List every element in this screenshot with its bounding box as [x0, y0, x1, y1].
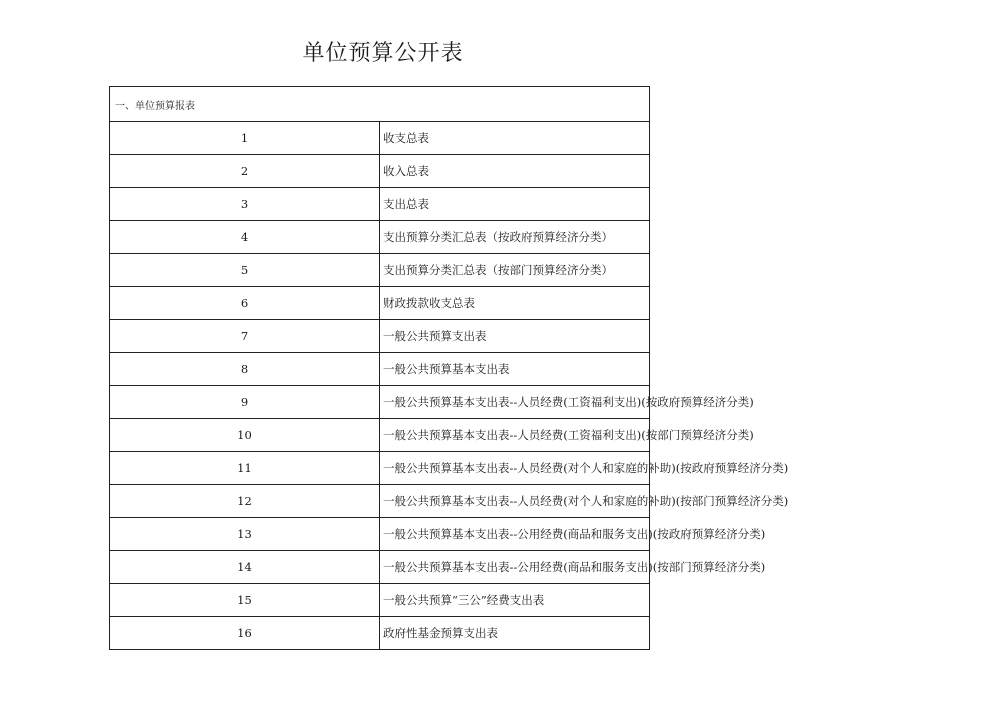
table-row: [110, 320, 650, 353]
table-row: [110, 518, 650, 551]
report-name: 一般公共预算基本支出表--人员经费(对个人和家庭的补助)(按政府预算经济分类): [380, 452, 650, 485]
report-name: 一般公共预算基本支出表: [380, 353, 650, 386]
row-number: 5: [110, 254, 380, 287]
report-name: 支出预算分类汇总表（按部门预算经济分类）: [380, 254, 650, 287]
row-number: 7: [110, 320, 380, 353]
report-name: 支出总表: [380, 188, 650, 221]
section-header-row: [110, 87, 650, 122]
table-row: [110, 485, 650, 518]
table-row: [110, 287, 650, 320]
row-number: 3: [110, 188, 380, 221]
table-row: [110, 452, 650, 485]
page-title: 单位预算公开表: [302, 41, 464, 66]
row-number: 2: [110, 155, 380, 188]
row-number: 1: [110, 122, 380, 155]
budget-report-table: [109, 86, 789, 650]
row-number: 10: [110, 419, 380, 452]
row-number: 16: [110, 617, 380, 650]
report-name: 一般公共预算基本支出表--人员经费(工资福利支出)(按政府预算经济分类): [380, 386, 650, 419]
table-row: [110, 188, 650, 221]
table-row: [110, 386, 650, 419]
row-number: 4: [110, 221, 380, 254]
report-name: 一般公共预算“三公”经费支出表: [380, 584, 650, 617]
report-name: 一般公共预算基本支出表--人员经费(工资福利支出)(按部门预算经济分类): [380, 419, 650, 452]
report-name: 收支总表: [380, 122, 650, 155]
row-number: 14: [110, 551, 380, 584]
row-number: 12: [110, 485, 380, 518]
report-name: 收入总表: [380, 155, 650, 188]
table-row: [110, 551, 650, 584]
report-name: 一般公共预算基本支出表--人员经费(对个人和家庭的补助)(按部门预算经济分类): [380, 485, 650, 518]
table-row: [110, 221, 650, 254]
row-number: 11: [110, 452, 380, 485]
table-row: [110, 584, 650, 617]
report-name: 一般公共预算支出表: [380, 320, 650, 353]
section-header: 一、单位预算报表: [110, 87, 650, 122]
table-row: [110, 617, 650, 650]
report-name: 一般公共预算基本支出表--公用经费(商品和服务支出)(按政府预算经济分类): [380, 518, 650, 551]
table-row: [110, 254, 650, 287]
report-name: 一般公共预算基本支出表--公用经费(商品和服务支出)(按部门预算经济分类): [380, 551, 650, 584]
table-row: [110, 122, 650, 155]
row-number: 13: [110, 518, 380, 551]
table-row: [110, 353, 650, 386]
row-number: 15: [110, 584, 380, 617]
table-row: [110, 155, 650, 188]
report-name: 政府性基金预算支出表: [380, 617, 650, 650]
report-name: 财政拨款收支总表: [380, 287, 650, 320]
row-number: 8: [110, 353, 380, 386]
row-number: 6: [110, 287, 380, 320]
row-number: 9: [110, 386, 380, 419]
table-row: [110, 419, 650, 452]
report-name: 支出预算分类汇总表（按政府预算经济分类）: [380, 221, 650, 254]
